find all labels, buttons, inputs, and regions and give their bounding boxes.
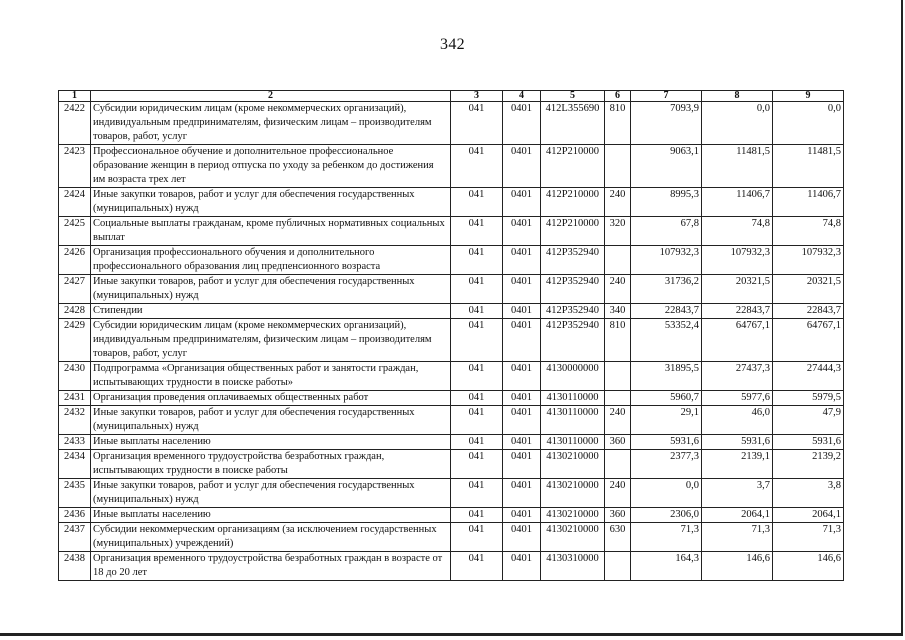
row-col6: 240 <box>605 188 631 217</box>
column-header: 1 <box>59 91 91 102</box>
row-name: Организация проведения оплачиваемых общественных работ <box>91 391 451 406</box>
column-header: 2 <box>91 91 451 102</box>
row-name: Субсидии юридическим лицам (кроме некоммерческих организаций), индивидуальным предпринимателям, физическим лицам – производителям товаров, работ, услуг <box>91 102 451 145</box>
row-value-col7: 22843,7 <box>631 304 702 319</box>
row-col6: 810 <box>605 102 631 145</box>
row-col5: 412P210000 <box>541 145 605 188</box>
page-number: 342 <box>440 36 465 53</box>
table-row <box>59 435 844 450</box>
row-value-col7: 7093,9 <box>631 102 702 145</box>
row-col5: 412P352940 <box>541 246 605 275</box>
row-value-col7: 107932,3 <box>631 246 702 275</box>
row-col4: 0401 <box>503 508 541 523</box>
column-header: 8 <box>702 91 773 102</box>
row-code: 2424 <box>59 188 91 217</box>
row-col4: 0401 <box>503 435 541 450</box>
row-col6: 360 <box>605 435 631 450</box>
row-name: Профессиональное обучение и дополнительное профессиональное образование женщин в период отпуска по уходу за ребенком до достижения им возраста трех лет <box>91 145 451 188</box>
table-row <box>59 217 844 246</box>
row-value-col8: 0,0 <box>702 102 773 145</box>
row-code: 2434 <box>59 450 91 479</box>
row-value-col9: 11481,5 <box>773 145 844 188</box>
row-code: 2435 <box>59 479 91 508</box>
table-row <box>59 552 844 581</box>
row-value-col8: 5931,6 <box>702 435 773 450</box>
table-row <box>59 319 844 362</box>
row-code: 2423 <box>59 145 91 188</box>
row-col6 <box>605 246 631 275</box>
row-value-col7: 29,1 <box>631 406 702 435</box>
column-header: 5 <box>541 91 605 102</box>
table-row <box>59 102 844 145</box>
row-value-col8: 11406,7 <box>702 188 773 217</box>
table-row <box>59 479 844 508</box>
table-row <box>59 391 844 406</box>
row-value-col7: 2306,0 <box>631 508 702 523</box>
row-col4: 0401 <box>503 145 541 188</box>
row-code: 2430 <box>59 362 91 391</box>
row-name: Иные закупки товаров, работ и услуг для обеспечения государственных (муниципальных) нужд <box>91 188 451 217</box>
table-row <box>59 304 844 319</box>
row-name: Иные закупки товаров, работ и услуг для обеспечения государственных (муниципальных) нужд <box>91 406 451 435</box>
row-value-col8: 3,7 <box>702 479 773 508</box>
column-header: 4 <box>503 91 541 102</box>
row-col3: 041 <box>451 304 503 319</box>
row-col3: 041 <box>451 552 503 581</box>
row-value-col8: 74,8 <box>702 217 773 246</box>
row-col5: 412P210000 <box>541 188 605 217</box>
row-col6: 360 <box>605 508 631 523</box>
row-name: Организация временного трудоустройства безработных граждан, испытывающих трудности в поиске работы <box>91 450 451 479</box>
table-row <box>59 246 844 275</box>
row-col3: 041 <box>451 188 503 217</box>
table-header-row <box>59 91 844 102</box>
row-col5: 4130110000 <box>541 391 605 406</box>
row-col4: 0401 <box>503 523 541 552</box>
row-col5: 412P352940 <box>541 319 605 362</box>
row-col6 <box>605 145 631 188</box>
row-value-col7: 31895,5 <box>631 362 702 391</box>
row-name: Подпрограмма «Организация общественных работ и занятости граждан, испытывающих трудности в поиске работы» <box>91 362 451 391</box>
row-value-col9: 74,8 <box>773 217 844 246</box>
row-col5: 412L355690 <box>541 102 605 145</box>
row-name: Иные выплаты населению <box>91 435 451 450</box>
row-col5: 4130210000 <box>541 508 605 523</box>
column-header: 3 <box>451 91 503 102</box>
row-col6: 810 <box>605 319 631 362</box>
row-value-col9: 146,6 <box>773 552 844 581</box>
row-value-col8: 64767,1 <box>702 319 773 362</box>
row-value-col9: 5979,5 <box>773 391 844 406</box>
row-col5: 4130210000 <box>541 523 605 552</box>
row-col5: 4130110000 <box>541 406 605 435</box>
row-code: 2425 <box>59 217 91 246</box>
row-code: 2428 <box>59 304 91 319</box>
table-row <box>59 523 844 552</box>
row-value-col7: 53352,4 <box>631 319 702 362</box>
row-value-col9: 0,0 <box>773 102 844 145</box>
row-value-col8: 22843,7 <box>702 304 773 319</box>
row-col3: 041 <box>451 319 503 362</box>
row-value-col9: 22843,7 <box>773 304 844 319</box>
row-col4: 0401 <box>503 552 541 581</box>
row-col6: 240 <box>605 479 631 508</box>
row-value-col8: 2064,1 <box>702 508 773 523</box>
budget-table <box>58 90 844 581</box>
row-col5: 412P210000 <box>541 217 605 246</box>
row-value-col7: 8995,3 <box>631 188 702 217</box>
row-col4: 0401 <box>503 479 541 508</box>
row-value-col8: 11481,5 <box>702 145 773 188</box>
table-row <box>59 406 844 435</box>
row-value-col8: 27437,3 <box>702 362 773 391</box>
table-row <box>59 275 844 304</box>
row-name: Субсидии некоммерческим организациям (за исключением государственных (муниципальных) учреждений) <box>91 523 451 552</box>
row-name: Социальные выплаты гражданам, кроме публичных нормативных социальных выплат <box>91 217 451 246</box>
row-value-col8: 107932,3 <box>702 246 773 275</box>
row-col6: 320 <box>605 217 631 246</box>
table-row <box>59 450 844 479</box>
row-value-col9: 2064,1 <box>773 508 844 523</box>
row-code: 2438 <box>59 552 91 581</box>
row-name: Иные закупки товаров, работ и услуг для обеспечения государственных (муниципальных) нужд <box>91 479 451 508</box>
row-code: 2436 <box>59 508 91 523</box>
row-value-col9: 3,8 <box>773 479 844 508</box>
column-header: 7 <box>631 91 702 102</box>
row-col4: 0401 <box>503 246 541 275</box>
row-col3: 041 <box>451 435 503 450</box>
row-value-col8: 20321,5 <box>702 275 773 304</box>
row-col3: 041 <box>451 508 503 523</box>
row-value-col9: 2139,2 <box>773 450 844 479</box>
row-name: Организация временного трудоустройства безработных граждан в возрасте от 18 до 20 лет <box>91 552 451 581</box>
row-col3: 041 <box>451 217 503 246</box>
row-value-col7: 5960,7 <box>631 391 702 406</box>
row-value-col7: 2377,3 <box>631 450 702 479</box>
row-col5: 412P352940 <box>541 304 605 319</box>
row-col3: 041 <box>451 246 503 275</box>
row-code: 2427 <box>59 275 91 304</box>
row-col5: 4130310000 <box>541 552 605 581</box>
row-col3: 041 <box>451 479 503 508</box>
row-name: Иные закупки товаров, работ и услуг для обеспечения государственных (муниципальных) нужд <box>91 275 451 304</box>
row-col3: 041 <box>451 406 503 435</box>
row-col6 <box>605 391 631 406</box>
row-col3: 041 <box>451 275 503 304</box>
row-col4: 0401 <box>503 217 541 246</box>
row-col5: 4130110000 <box>541 435 605 450</box>
row-col5: 4130210000 <box>541 479 605 508</box>
row-value-col7: 164,3 <box>631 552 702 581</box>
row-col4: 0401 <box>503 362 541 391</box>
row-value-col9: 71,3 <box>773 523 844 552</box>
row-value-col9: 27444,3 <box>773 362 844 391</box>
row-col6 <box>605 362 631 391</box>
row-value-col8: 146,6 <box>702 552 773 581</box>
row-value-col9: 11406,7 <box>773 188 844 217</box>
row-code: 2437 <box>59 523 91 552</box>
row-col3: 041 <box>451 450 503 479</box>
row-col6: 340 <box>605 304 631 319</box>
row-col3: 041 <box>451 145 503 188</box>
row-value-col9: 20321,5 <box>773 275 844 304</box>
row-code: 2433 <box>59 435 91 450</box>
row-value-col7: 5931,6 <box>631 435 702 450</box>
row-col4: 0401 <box>503 319 541 362</box>
row-value-col9: 64767,1 <box>773 319 844 362</box>
table-row <box>59 145 844 188</box>
row-col4: 0401 <box>503 304 541 319</box>
row-value-col7: 67,8 <box>631 217 702 246</box>
column-header: 9 <box>773 91 844 102</box>
row-col4: 0401 <box>503 391 541 406</box>
row-col5: 4130000000 <box>541 362 605 391</box>
row-col4: 0401 <box>503 188 541 217</box>
row-name: Стипендии <box>91 304 451 319</box>
row-code: 2426 <box>59 246 91 275</box>
row-col3: 041 <box>451 102 503 145</box>
row-name: Субсидии юридическим лицам (кроме некоммерческих организаций), индивидуальным предпринимателям, физическим лицам – производителям товаров, работ, услуг <box>91 319 451 362</box>
row-code: 2431 <box>59 391 91 406</box>
table-row <box>59 362 844 391</box>
row-code: 2432 <box>59 406 91 435</box>
row-col3: 041 <box>451 523 503 552</box>
row-col6: 240 <box>605 275 631 304</box>
row-col5: 4130210000 <box>541 450 605 479</box>
column-header: 6 <box>605 91 631 102</box>
row-value-col7: 9063,1 <box>631 145 702 188</box>
row-name: Иные выплаты населению <box>91 508 451 523</box>
table-row <box>59 188 844 217</box>
row-col3: 041 <box>451 362 503 391</box>
row-col6 <box>605 552 631 581</box>
row-value-col8: 2139,1 <box>702 450 773 479</box>
row-col6: 240 <box>605 406 631 435</box>
row-value-col7: 31736,2 <box>631 275 702 304</box>
row-col4: 0401 <box>503 102 541 145</box>
row-col3: 041 <box>451 391 503 406</box>
row-value-col9: 47,9 <box>773 406 844 435</box>
row-value-col9: 107932,3 <box>773 246 844 275</box>
row-col6 <box>605 450 631 479</box>
row-col4: 0401 <box>503 275 541 304</box>
row-col6: 630 <box>605 523 631 552</box>
table-row <box>59 508 844 523</box>
row-value-col7: 71,3 <box>631 523 702 552</box>
row-value-col7: 0,0 <box>631 479 702 508</box>
row-code: 2429 <box>59 319 91 362</box>
row-col4: 0401 <box>503 450 541 479</box>
row-value-col8: 5977,6 <box>702 391 773 406</box>
row-code: 2422 <box>59 102 91 145</box>
row-value-col8: 71,3 <box>702 523 773 552</box>
row-col5: 412P352940 <box>541 275 605 304</box>
row-value-col8: 46,0 <box>702 406 773 435</box>
row-value-col9: 5931,6 <box>773 435 844 450</box>
row-col4: 0401 <box>503 406 541 435</box>
row-name: Организация профессионального обучения и дополнительного профессионального образования лиц предпенсионного возраста <box>91 246 451 275</box>
